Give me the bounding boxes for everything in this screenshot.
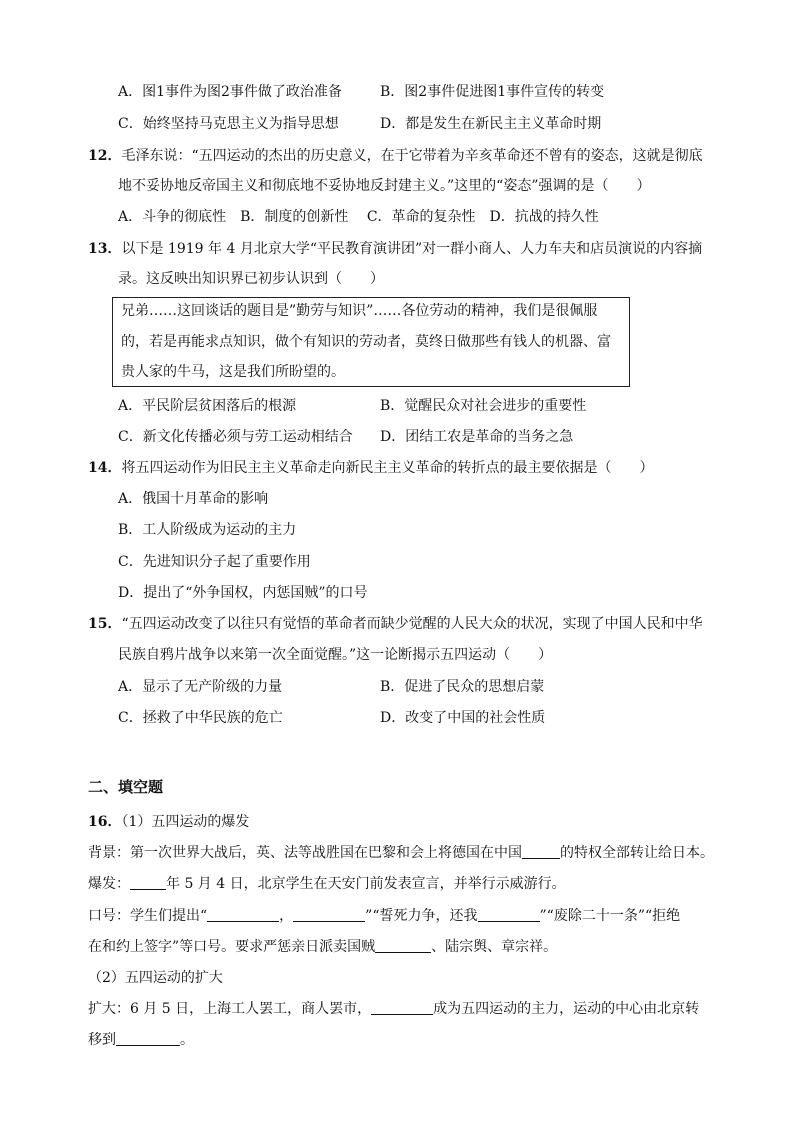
q12-stem-line1 — [88, 146, 703, 166]
q16-outbreak-line — [88, 874, 566, 894]
q16-bg-text-b: 的特权全部转让给日本。 — [560, 845, 714, 861]
blank-1[interactable] — [522, 844, 560, 859]
q13-stem-line1 — [88, 239, 702, 259]
q16-number: 16． — [88, 814, 122, 830]
q16-slogan-text-d: ”“废除二十一条”“拒绝 — [539, 908, 681, 924]
q16-expand-line1 — [88, 999, 699, 1019]
blank-6[interactable] — [375, 938, 431, 953]
q16-expand-text-a: 扩大：6 月 5 日，上海工人罢工，商人罢市， — [88, 1001, 372, 1017]
q13-quote-line1: 兄弟……这回谈话的题目是”勤劳与知识”……各位劳动的精神，我们是很佩服 — [121, 303, 598, 319]
blank-7[interactable] — [371, 1000, 433, 1015]
blank-2[interactable] — [130, 875, 166, 890]
blank-5[interactable] — [478, 907, 540, 922]
q13-quote-line3: 贵人家的牛马，这是我们所盼望的。 — [121, 364, 345, 380]
q13-stem-line2: 录。这反映出知识界已初步认识到（ ） — [118, 271, 384, 287]
q15-option-a: A．显示了无产阶级的力量 — [118, 679, 283, 695]
q14-number: 14． — [88, 460, 122, 476]
q13-number: 13． — [88, 241, 122, 257]
q14-option-d: D．提出了“外争国权，内惩国贼”的口号 — [118, 585, 368, 601]
q16-part1-heading — [88, 812, 249, 832]
q11-option-c: C．始终坚持马克思主义为指导思想 — [118, 116, 339, 132]
q16-slogan-line2 — [88, 937, 557, 957]
q15-option-b: B．促进了民众的思想启蒙 — [380, 679, 545, 695]
q16-expand-text-b: 成为五四运动的主力，运动的中心由北京转 — [433, 1001, 700, 1017]
section-title-fill-in: 二、填空题 — [88, 778, 164, 796]
q13-option-c: C．新文化传播必须与劳工运动相结合 — [118, 429, 353, 445]
q14-option-b: B．工人阶级成为运动的主力 — [118, 522, 297, 538]
q16-outbreak-text: 年 5 月 4 日，北京学生在天安门前发表宣言，并举行示威游行。 — [166, 876, 566, 892]
q16-expand2-text-a: 移到 — [88, 1032, 116, 1048]
q14-option-a: A．俄国十月革命的影响 — [118, 491, 269, 507]
q16-slogan-text-a: 口号：学生们提出“ — [88, 908, 208, 924]
q16-expand-line2 — [88, 1030, 194, 1050]
q16-part1-title: （1）五四运动的爆发 — [121, 814, 250, 830]
q15-text-1: “五四运动改变了以往只有觉悟的革命者而缺少觉醒的人民大众的状况，实现了中国人民和中华 — [121, 616, 703, 632]
q15-stem-line1 — [88, 614, 703, 634]
q11-option-d: D．都是发生在新民主主义革命时期 — [380, 116, 602, 132]
blank-8[interactable] — [116, 1031, 180, 1046]
q14-stem-line1 — [88, 458, 653, 478]
q15-number: 15． — [88, 616, 122, 632]
q16-slogan2-text-b: 、陆宗舆、章宗祥。 — [431, 939, 558, 955]
q16-outbreak-label: 爆发： — [88, 876, 130, 892]
q11-option-a: A．图1事件为图2事件做了政治准备 — [118, 84, 342, 100]
q16-part2-title: （2）五四运动的扩大 — [88, 970, 223, 986]
q13-quote-box — [112, 297, 630, 387]
q13-option-a: A．平民阶层贫困落后的根源 — [118, 398, 297, 414]
q15-stem-line2: 民族自鸦片战争以来第一次全面觉醒。”这一论断揭示五四运动（ ） — [118, 647, 553, 663]
q13-text-1: 以下是 1919 年 4 月北京大学“平民教育演讲团”对一群小商人、人力车夫和店员演说的内容摘 — [121, 241, 703, 257]
q16-bg-text-a: 背景：第一次世界大战后，英、法等战胜国在巴黎和会上将德国在中国 — [88, 845, 522, 861]
q16-slogan-line1 — [88, 906, 680, 926]
q12-number: 12． — [88, 148, 122, 164]
q12-stem-line2: 地不妥协地反帝国主义和彻底地不妥协地反封建主义。”这里的“姿态”强调的是（ ） — [118, 178, 651, 194]
q15-option-c: C．拯救了中华民族的危亡 — [118, 710, 283, 726]
q14-text-1: 将五四运动作为旧民主主义革命走向新民主主义革命的转折点的最主要依据是（ ） — [121, 460, 654, 476]
q13-option-d: D．团结工农是革命的当务之急 — [380, 429, 574, 445]
q13-option-b: B．觉醒民众对社会进步的重要性 — [380, 398, 587, 414]
q11-option-b: B．图2事件促进图1事件宣传的转变 — [380, 84, 605, 100]
blank-3[interactable] — [207, 907, 279, 922]
q16-slogan2-text-a: 在和约上签字”等口号。要求严惩亲日派卖国贼 — [88, 939, 376, 955]
q16-slogan-text-b: ， — [279, 908, 294, 924]
blank-4[interactable] — [293, 907, 365, 922]
q13-quote-line2: 的，若是再能求点知识，做个有知识的劳动者，莫终日做那些有钱人的机器、富 — [121, 334, 611, 350]
q12-text-1: 毛泽东说：“五四运动的杰出的历史意义，在于它带着为辛亥革命还不曾有的姿态，这就是彻底 — [121, 148, 703, 164]
q14-option-c: C．先进知识分子起了重要作用 — [118, 554, 311, 570]
q16-slogan-text-c: ”“誓死力争，还我 — [365, 908, 478, 924]
q15-option-d: D．改变了中国的社会性质 — [380, 710, 546, 726]
q16-background-line — [88, 843, 714, 863]
q12-options: A．斗争的彻底性 B．制度的创新性 C．革命的复杂性 D．抗战的持久性 — [118, 209, 599, 225]
q16-expand2-text-b: 。 — [180, 1032, 194, 1048]
